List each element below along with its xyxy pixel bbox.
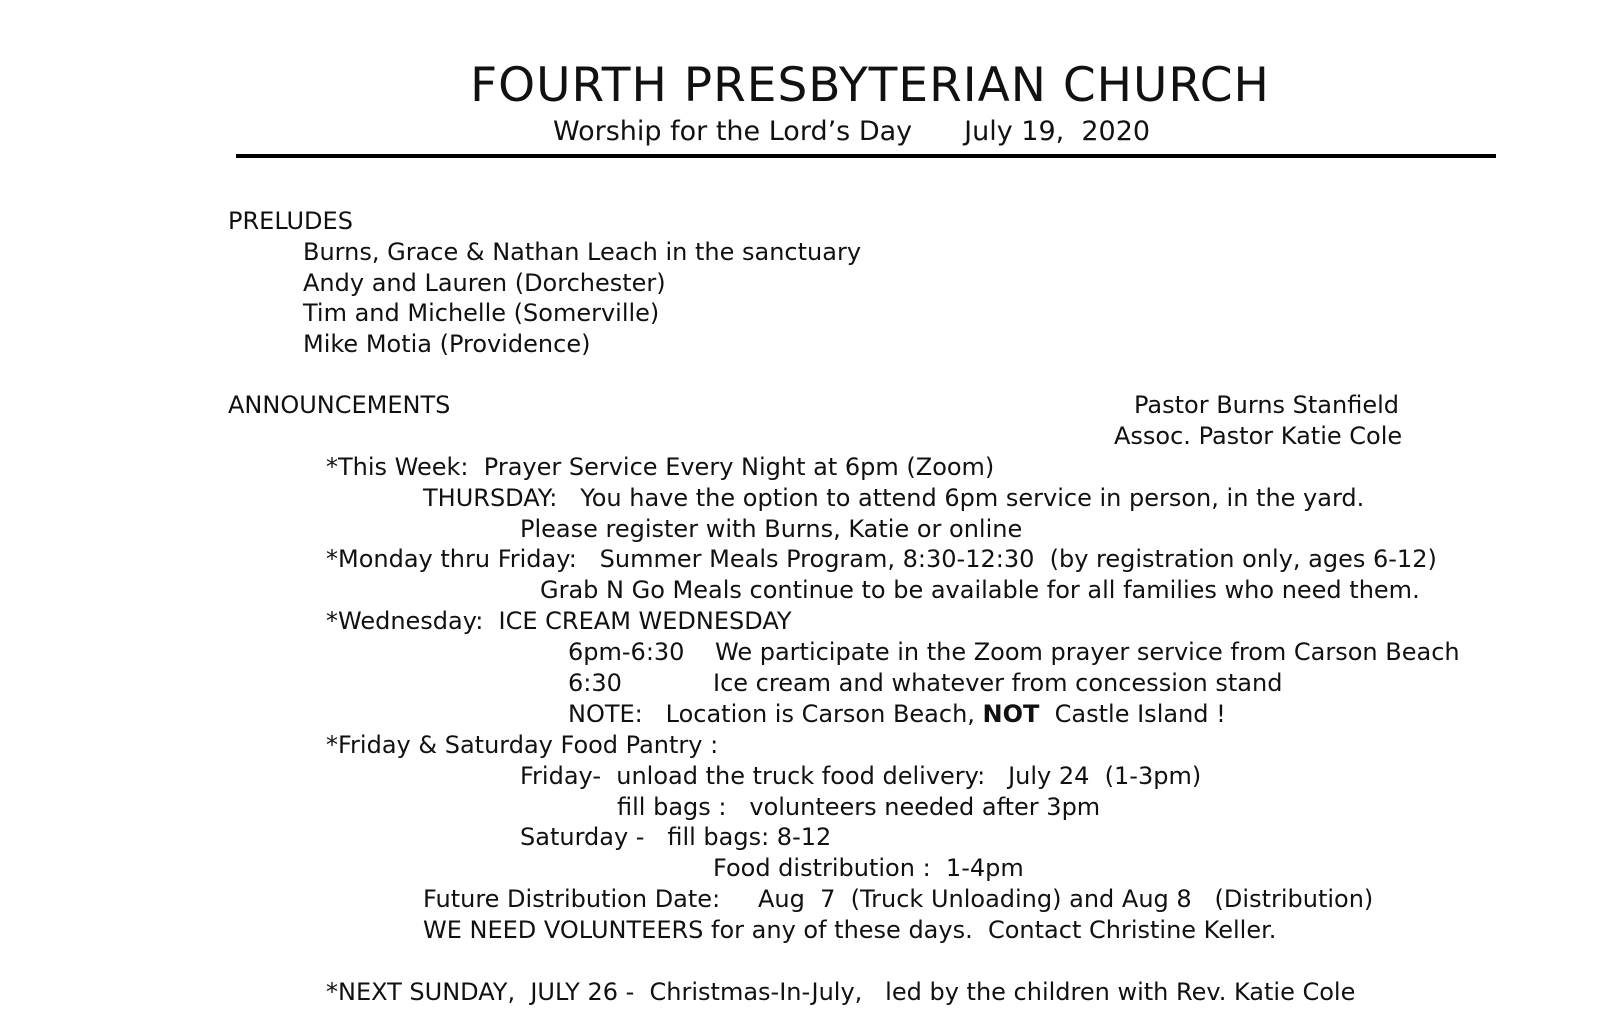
fill-bags-line: fill bags : volunteers needed after 3pm (617, 793, 1101, 821)
prelude-item: Burns, Grace & Nathan Leach in the sanctuary (303, 238, 862, 266)
wednesday-description: We participate in the Zoom prayer service from Carson Beach (715, 638, 1460, 666)
prelude-item: Andy and Lauren (Dorchester) (303, 269, 666, 297)
food-pantry-line: *Friday & Saturday Food Pantry : (326, 731, 719, 759)
announcements-heading: ANNOUNCEMENTS (228, 391, 451, 419)
wednesday-time: 6:30 (568, 669, 622, 697)
location-note (568, 700, 1226, 728)
thursday-line: THURSDAY: You have the option to attend 6pm service in person, in the yard. (423, 484, 1365, 512)
preludes-heading: PRELUDES (228, 207, 353, 235)
announcements-leader: Assoc. Pastor Katie Cole (1114, 422, 1403, 450)
prelude-item: Mike Motia (Providence) (303, 330, 591, 358)
service-name: Worship for the Lord’s Day (553, 116, 913, 147)
note-emphasis: NOT (982, 700, 1040, 728)
note-prefix: NOTE: Location is Carson Beach, (568, 700, 983, 728)
future-date-value: Aug 7 (Truck Unloading) and Aug 8 (Distribution) (758, 885, 1374, 913)
page-title: FOURTH PRESBYTERIAN CHURCH (470, 58, 1270, 113)
wednesday-description: Ice cream and whatever from concession stand (713, 669, 1283, 697)
wednesday-line: *Wednesday: ICE CREAM WEDNESDAY (326, 607, 792, 635)
this-week-line: *This Week: Prayer Service Every Night at 6pm (Zoom) (326, 453, 995, 481)
thursday-register-line: Please register with Burns, Katie or online (520, 515, 1023, 543)
prelude-item: Tim and Michelle (Somerville) (303, 299, 660, 327)
wednesday-time: 6pm-6:30 (568, 638, 685, 666)
friday-line: Friday- unload the truck food delivery: July 24 (1-3pm) (520, 762, 1202, 790)
food-distribution-line: Food distribution : 1-4pm (713, 854, 1024, 882)
grab-n-go-line: Grab N Go Meals continue to be available for all families who need them. (540, 576, 1420, 604)
future-date-label: Future Distribution Date: (423, 885, 721, 913)
page-subtitle (553, 116, 1150, 147)
service-date: July 19, 2020 (964, 116, 1151, 147)
note-suffix: Castle Island ! (1039, 700, 1226, 728)
header-divider (236, 154, 1496, 158)
next-sunday-line: *NEXT SUNDAY, JULY 26 - Christmas-In-July, led by the children with Rev. Katie Cole (326, 978, 1356, 1006)
volunteers-line: WE NEED VOLUNTEERS for any of these days. Contact Christine Keller. (423, 916, 1277, 944)
monday-friday-line: *Monday thru Friday: Summer Meals Program, 8:30-12:30 (by registration only, ages 6-12) (326, 545, 1437, 573)
saturday-line: Saturday - fill bags: 8-12 (520, 823, 832, 851)
announcements-leader: Pastor Burns Stanfield (1134, 391, 1400, 419)
